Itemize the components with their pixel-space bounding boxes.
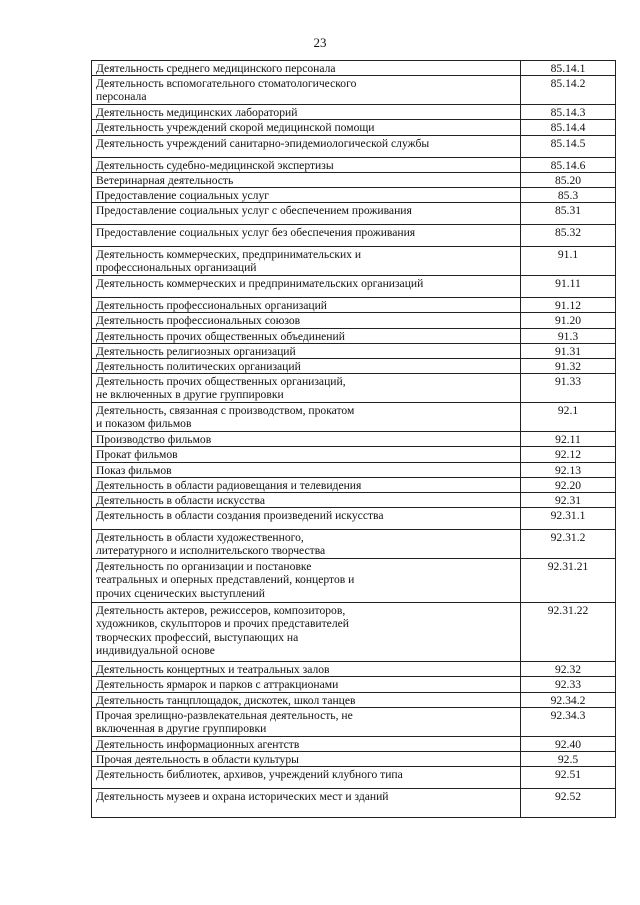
activity-name-cell [92,662,521,677]
table-row [92,692,616,707]
activity-name-cell [92,559,521,603]
activity-code-cell: 91.31 [521,343,616,358]
activity-name-line: Прочая зрелищно-развлекательная деятельность, не [96,708,353,722]
activity-name-line: Деятельность политических организаций [96,360,301,374]
activity-code-cell: 92.31.1 [521,508,616,530]
activity-name-line: Деятельность в области искусства [96,494,265,508]
activity-name-line: Деятельность профессиональных организаций [96,299,327,313]
activity-name-line: персонала [96,90,147,104]
table-row [92,603,616,662]
activity-name-line: Ветеринарная деятельность [96,173,234,187]
activity-code-cell: 92.40 [521,736,616,751]
activity-name-line: Производство фильмов [96,433,212,447]
table-row [92,328,616,343]
activity-name-line: и показом фильмов [96,417,192,431]
page-number: 23 [313,35,327,50]
activity-name-line: Деятельность коммерческих, предпринимательских и [96,248,362,262]
table-row [92,247,616,276]
activity-name-cell [92,603,521,662]
activity-code-cell: 92.31.21 [521,559,616,603]
activity-name-cell [92,752,521,767]
activity-name-cell [92,530,521,559]
activity-name-line: индивидуальной основе [96,643,215,657]
activity-code-cell: 91.32 [521,359,616,374]
activity-name-cell [92,120,521,135]
activity-name-line: Деятельность информационных агентств [96,737,300,751]
activity-code-cell: 92.34.2 [521,692,616,707]
activity-code-cell: 92.51 [521,767,616,789]
activity-name-line: Деятельность по организации и постановке [96,560,312,574]
table-row [92,61,616,76]
activity-name-cell [92,477,521,492]
activity-name-cell [92,707,521,736]
activity-code-cell: 92.1 [521,403,616,432]
activity-name-line: Показ фильмов [96,463,172,477]
activity-code-cell: 85.14.3 [521,105,616,120]
activity-name-cell [92,225,521,247]
activity-code-cell: 92.12 [521,447,616,462]
activity-name-line: Деятельность в области создания произведений искусства [96,509,384,523]
table-row [92,736,616,751]
activity-name-line: Деятельность библиотек, архивов, учреждений клубного типа [96,768,403,782]
activity-code-cell: 85.31 [521,203,616,225]
activity-name-line: Деятельность актеров, режиссеров, композиторов, [96,604,346,618]
activity-name-line: Деятельность ярмарок и парков с аттракционами [96,678,339,692]
table-row [92,530,616,559]
activity-name-cell [92,447,521,462]
activity-name-line: Деятельность медицинских лабораторий [96,106,298,120]
activity-name-cell [92,462,521,477]
activity-name-cell [92,493,521,508]
activity-name-line: Деятельность профессиональных союзов [96,314,301,328]
activity-name-line: Деятельность прочих общественных организаций, [96,375,346,389]
table-row [92,298,616,313]
activity-name-cell [92,328,521,343]
table-row [92,172,616,187]
activity-code-cell: 85.3 [521,188,616,203]
table-row [92,157,616,172]
table-row [92,225,616,247]
activity-code-cell: 85.14.4 [521,120,616,135]
table-row [92,105,616,120]
activity-name-line: профессиональных организаций [96,261,257,275]
activity-name-cell [92,172,521,187]
table-row [92,188,616,203]
table-row [92,559,616,603]
table-row [92,359,616,374]
activity-name-cell [92,374,521,403]
activity-name-cell [92,188,521,203]
table-row [92,677,616,692]
activity-code-cell: 92.32 [521,662,616,677]
table-row [92,493,616,508]
activity-name-cell [92,203,521,225]
table-row [92,135,616,157]
activity-name-line: литературного и исполнительского творчества [96,544,326,558]
activity-name-line: не включенных в другие группировки [96,388,284,402]
table-row [92,76,616,105]
activity-code-cell: 92.33 [521,677,616,692]
table-row [92,432,616,447]
activity-name-cell [92,298,521,313]
activity-name-line: Прокат фильмов [96,448,178,462]
activity-name-cell [92,359,521,374]
activity-code-cell: 91.1 [521,247,616,276]
activity-code-cell: 91.12 [521,298,616,313]
table-row [92,662,616,677]
table-row [92,477,616,492]
table-row [92,203,616,225]
activity-name-line: театральных и оперных представлений, концертов и [96,573,355,587]
activity-name-cell [92,276,521,298]
activity-name-cell [92,247,521,276]
table-row [92,343,616,358]
activity-code-cell: 91.20 [521,313,616,328]
activity-name-line: Прочая деятельность в области культуры [96,753,299,767]
activity-code-cell: 85.14.5 [521,135,616,157]
activity-name-cell [92,157,521,172]
table-row [92,789,616,818]
activity-code-cell: 92.31.22 [521,603,616,662]
activity-code-cell: 85.14.1 [521,61,616,76]
activity-name-line: творческих профессий, выступающих на [96,630,299,644]
activity-name-line: Деятельность учреждений санитарно-эпидемиологической службы [96,136,430,150]
table-row [92,508,616,530]
activity-name-line: Деятельность в области радиовещания и телевидения [96,478,362,492]
activity-code-cell: 92.31 [521,493,616,508]
activity-name-cell [92,313,521,328]
activity-code-cell: 85.32 [521,225,616,247]
activity-name-line: Деятельность религиозных организаций [96,344,296,358]
activity-name-line: Деятельность в области художественного, [96,531,304,545]
activity-name-cell [92,432,521,447]
activity-code-cell: 85.14.2 [521,76,616,105]
activity-name-cell [92,736,521,751]
activity-name-cell [92,403,521,432]
table-body [92,61,616,818]
activity-name-line: прочих сценических выступлений [96,586,265,600]
activity-name-line: Предоставление социальных услуг с обеспечением проживания [96,204,412,218]
activity-name-cell [92,343,521,358]
table-row [92,276,616,298]
activity-code-cell: 92.31.2 [521,530,616,559]
activity-name-line: Предоставление социальных услуг [96,189,269,203]
activity-code-cell: 92.52 [521,789,616,818]
activity-name-cell [92,692,521,707]
table-row [92,313,616,328]
activity-name-cell [92,135,521,157]
activity-name-cell [92,508,521,530]
activity-code-cell: 92.34.3 [521,707,616,736]
activity-name-line: Деятельность музеев и охрана исторических мест и зданий [96,790,389,804]
activity-name-cell [92,789,521,818]
activity-code-cell: 91.11 [521,276,616,298]
activity-code-cell: 92.5 [521,752,616,767]
table-row [92,767,616,789]
activity-name-cell [92,677,521,692]
activity-code-cell: 85.20 [521,172,616,187]
activity-name-line: художников, скульпторов и прочих представителей [96,617,349,631]
activity-name-line: Деятельность, связанная с производством, прокатом [96,404,355,418]
table-row [92,403,616,432]
activity-name-line: Деятельность среднего медицинского персонала [96,62,336,75]
activity-name-line: Деятельность судебно-медицинской экспертизы [96,158,334,172]
table-row [92,120,616,135]
activity-name-line: Деятельность танцплощадок, дискотек, школ танцев [96,693,356,707]
activity-code-cell: 85.14.6 [521,157,616,172]
activity-name-cell [92,767,521,789]
activity-name-line: Предоставление социальных услуг без обеспечения проживания [96,226,416,240]
table-row [92,462,616,477]
activity-code-cell: 92.20 [521,477,616,492]
activity-name-line: Деятельность учреждений скорой медицинской помощи [96,121,375,135]
activity-name-line: Деятельность концертных и театральных залов [96,663,330,677]
activity-codes-table [91,60,616,818]
activity-name-cell [92,61,521,76]
activity-name-line: Деятельность коммерческих и предпринимательских организаций [96,277,424,291]
table-row [92,707,616,736]
activity-code-cell: 92.11 [521,432,616,447]
table-row [92,752,616,767]
table-row [92,447,616,462]
activity-name-line: включенная в другие группировки [96,722,267,736]
activity-name-cell [92,105,521,120]
activity-name-line: Деятельность прочих общественных объединений [96,329,345,343]
activity-name-line: Деятельность вспомогательного стоматологического [96,77,357,91]
activity-code-cell: 91.33 [521,374,616,403]
activity-name-cell [92,76,521,105]
table-row [92,374,616,403]
activity-code-cell: 92.13 [521,462,616,477]
activity-code-cell: 91.3 [521,328,616,343]
